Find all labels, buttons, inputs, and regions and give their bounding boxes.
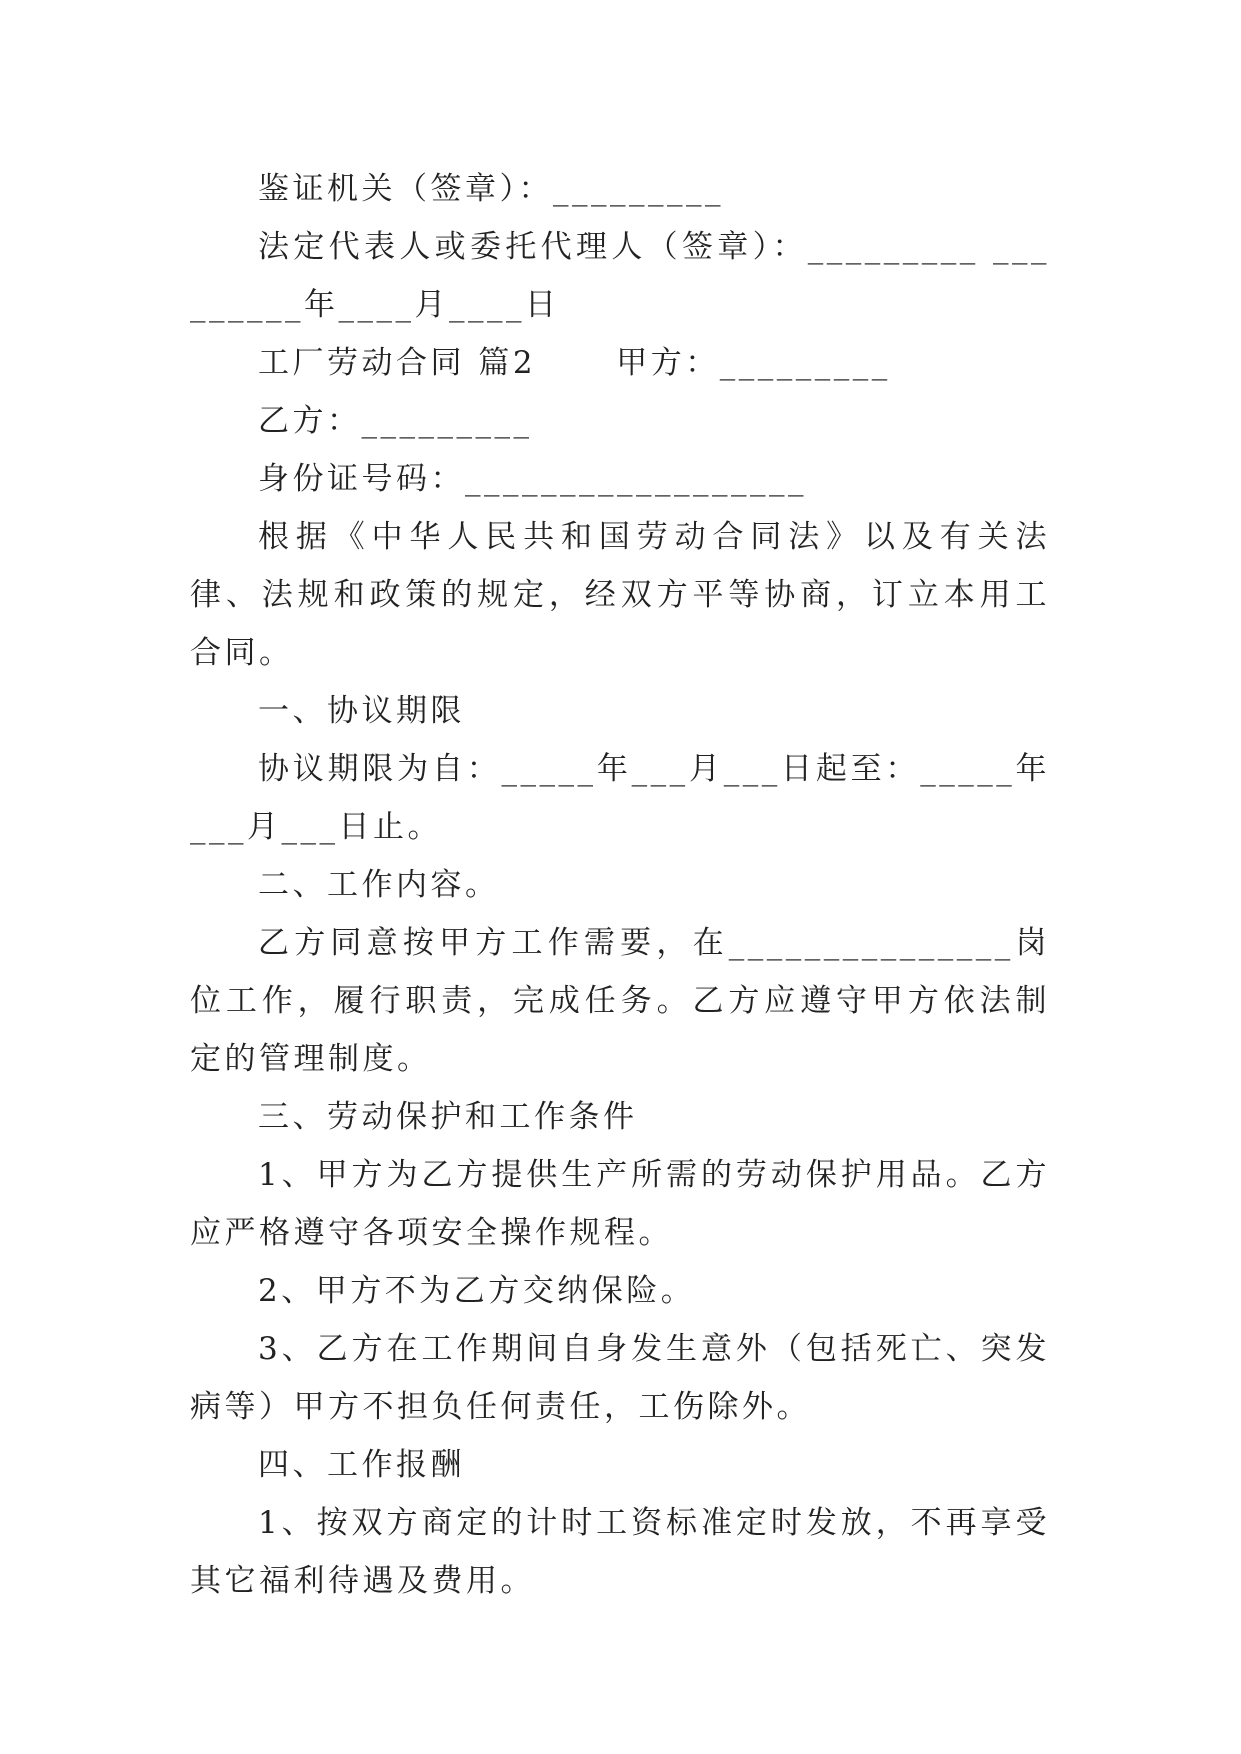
document-body [190, 160, 1050, 1610]
term-paragraph: 协议期限为自：_____年___月___日起至：_____年___月___日止。 [190, 751, 1050, 845]
remuneration-item-1: 1、按双方商定的计时工资标准定时发放，不再享受其它福利待遇及费用。 [190, 1505, 1050, 1599]
representative-signature-line: 法定代表人或委托代理人（签章）：_________ _________年____月____日 [190, 229, 1050, 323]
work-content-paragraph: 乙方同意按甲方工作需要，在_______________岗位工作，履行职责，完成任务。乙方应遵守甲方依法制定的管理制度。 [190, 925, 1050, 1077]
appraisal-authority-line: 鉴证机关（签章）：_________ [258, 171, 724, 207]
labor-protection-item-3: 3、乙方在工作期间自身发生意外（包括死亡、突发病等）甲方不担负任何责任，工伤除外。 [190, 1331, 1050, 1425]
section-heading-term: 一、协议期限 [258, 693, 465, 729]
labor-protection-item-1: 1、甲方为乙方提供生产所需的劳动保护用品。乙方应严格遵守各项安全操作规程。 [190, 1157, 1050, 1251]
labor-protection-item-2: 2、甲方不为乙方交纳保险。 [258, 1273, 696, 1309]
contract-title-party-a: 工厂劳动合同 篇2 甲方：_________ [258, 345, 891, 381]
section-heading-remuneration: 四、工作报酬 [258, 1447, 465, 1483]
section-heading-labor-protection: 三、劳动保护和工作条件 [258, 1099, 638, 1135]
preamble-paragraph: 根据《中华人民共和国劳动合同法》以及有关法律、法规和政策的规定，经双方平等协商，订立本用工合同。 [190, 519, 1050, 671]
section-heading-work-content: 二、工作内容。 [258, 867, 500, 903]
party-b-line: 乙方：_________ [258, 403, 533, 439]
id-number-line: 身份证号码：__________________ [258, 461, 807, 497]
